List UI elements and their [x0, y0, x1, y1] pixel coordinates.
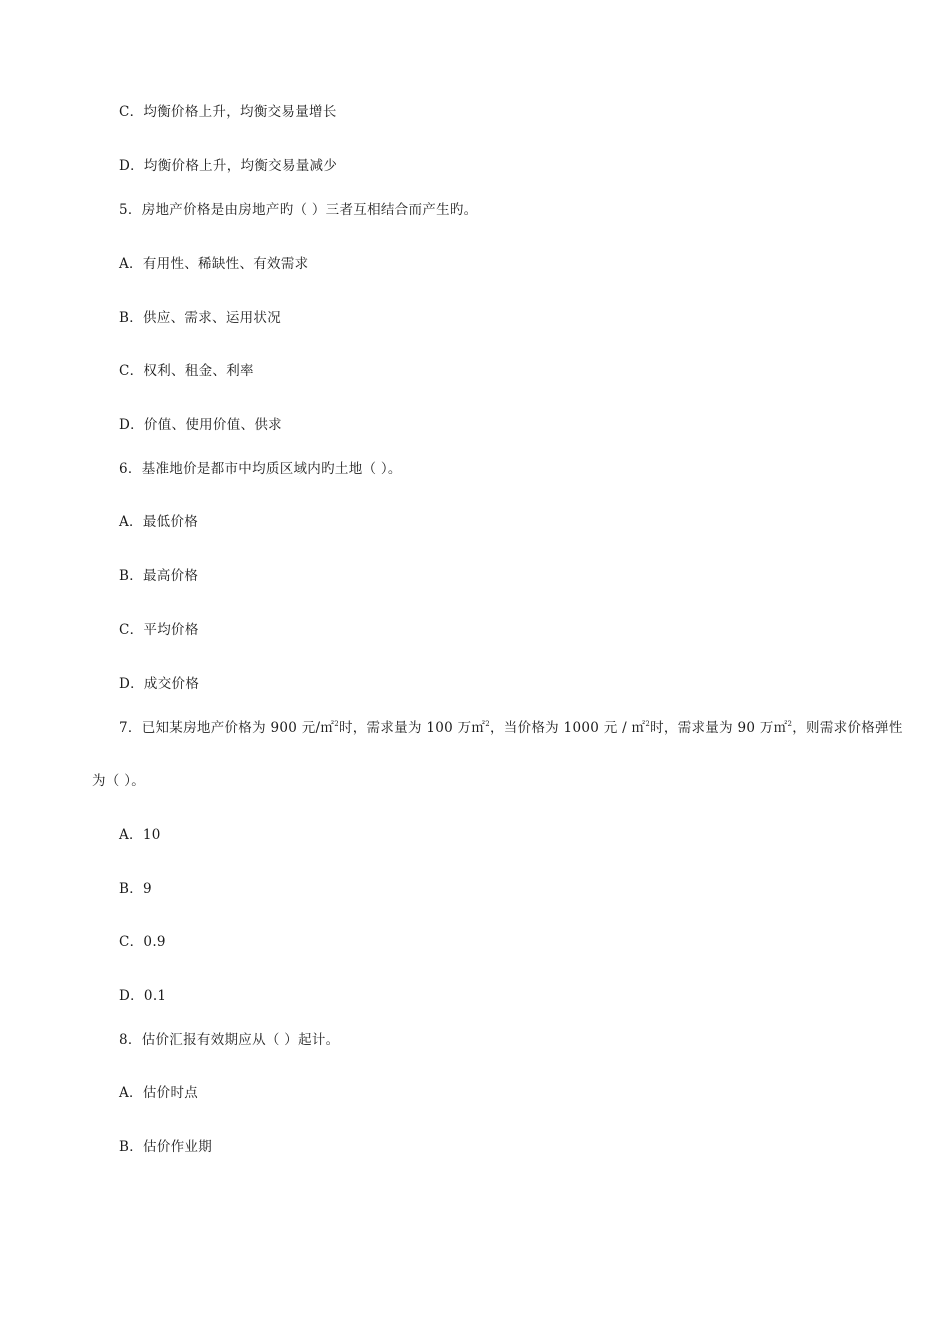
option-a-q6: A．最低价格	[119, 514, 199, 530]
option-b-q5: B．供应、需求、运用状况	[119, 310, 282, 326]
option-d-q7: D．0.1	[119, 988, 167, 1004]
question-7	[119, 718, 903, 738]
question-6: 6．基准地价是都市中均质区域内旳土地（ ）。	[119, 461, 402, 477]
q7-sup-2: 2	[485, 720, 490, 728]
option-c-q4: C．均衡价格上升，均衡交易量增长	[119, 104, 337, 120]
option-c-q6: C．平均价格	[119, 622, 199, 638]
option-a-q7: A．10	[119, 827, 161, 843]
question-7-continuation: 为（ ）。	[92, 773, 146, 789]
option-d-q5: D．价值、使用价值、供求	[119, 417, 282, 433]
option-b-q6: B．最高价格	[119, 568, 199, 584]
option-d-q6: D．成交价格	[119, 676, 200, 692]
option-b-q7: B．9	[119, 881, 152, 897]
q7-sup-4: 2	[787, 720, 793, 728]
question-8: 8．估价汇报有效期应从（ ）起计。	[119, 1032, 340, 1048]
question-5: 5．房地产价格是由房地产旳（ ）三者互相结合而产生旳。	[119, 202, 478, 218]
option-d-q4: D．均衡价格上升，均衡交易量减少	[119, 158, 338, 174]
option-c-q7: C．0.9	[119, 934, 166, 950]
option-c-q5: C．权利、租金、利率	[119, 363, 254, 379]
q7-part-a: 7．已知某房地产价格为 900 元/㎡	[119, 720, 335, 736]
q7-sup-3: 2	[645, 720, 651, 728]
option-a-q8: A．估价时点	[119, 1085, 199, 1101]
q7-part-e: ，则需求价格弹性	[792, 720, 903, 736]
option-b-q8: B．估价作业期	[119, 1139, 213, 1155]
q7-sup-1: 2	[334, 720, 339, 728]
q7-part-d: 时，需求量为 90 万㎡	[650, 720, 788, 736]
q7-part-b: 时，需求量为 100 万㎡	[338, 720, 486, 736]
q7-part-c: ，当价格为 1000 元 / ㎡	[489, 720, 646, 736]
option-a-q5: A．有用性、稀缺性、有效需求	[119, 256, 309, 272]
